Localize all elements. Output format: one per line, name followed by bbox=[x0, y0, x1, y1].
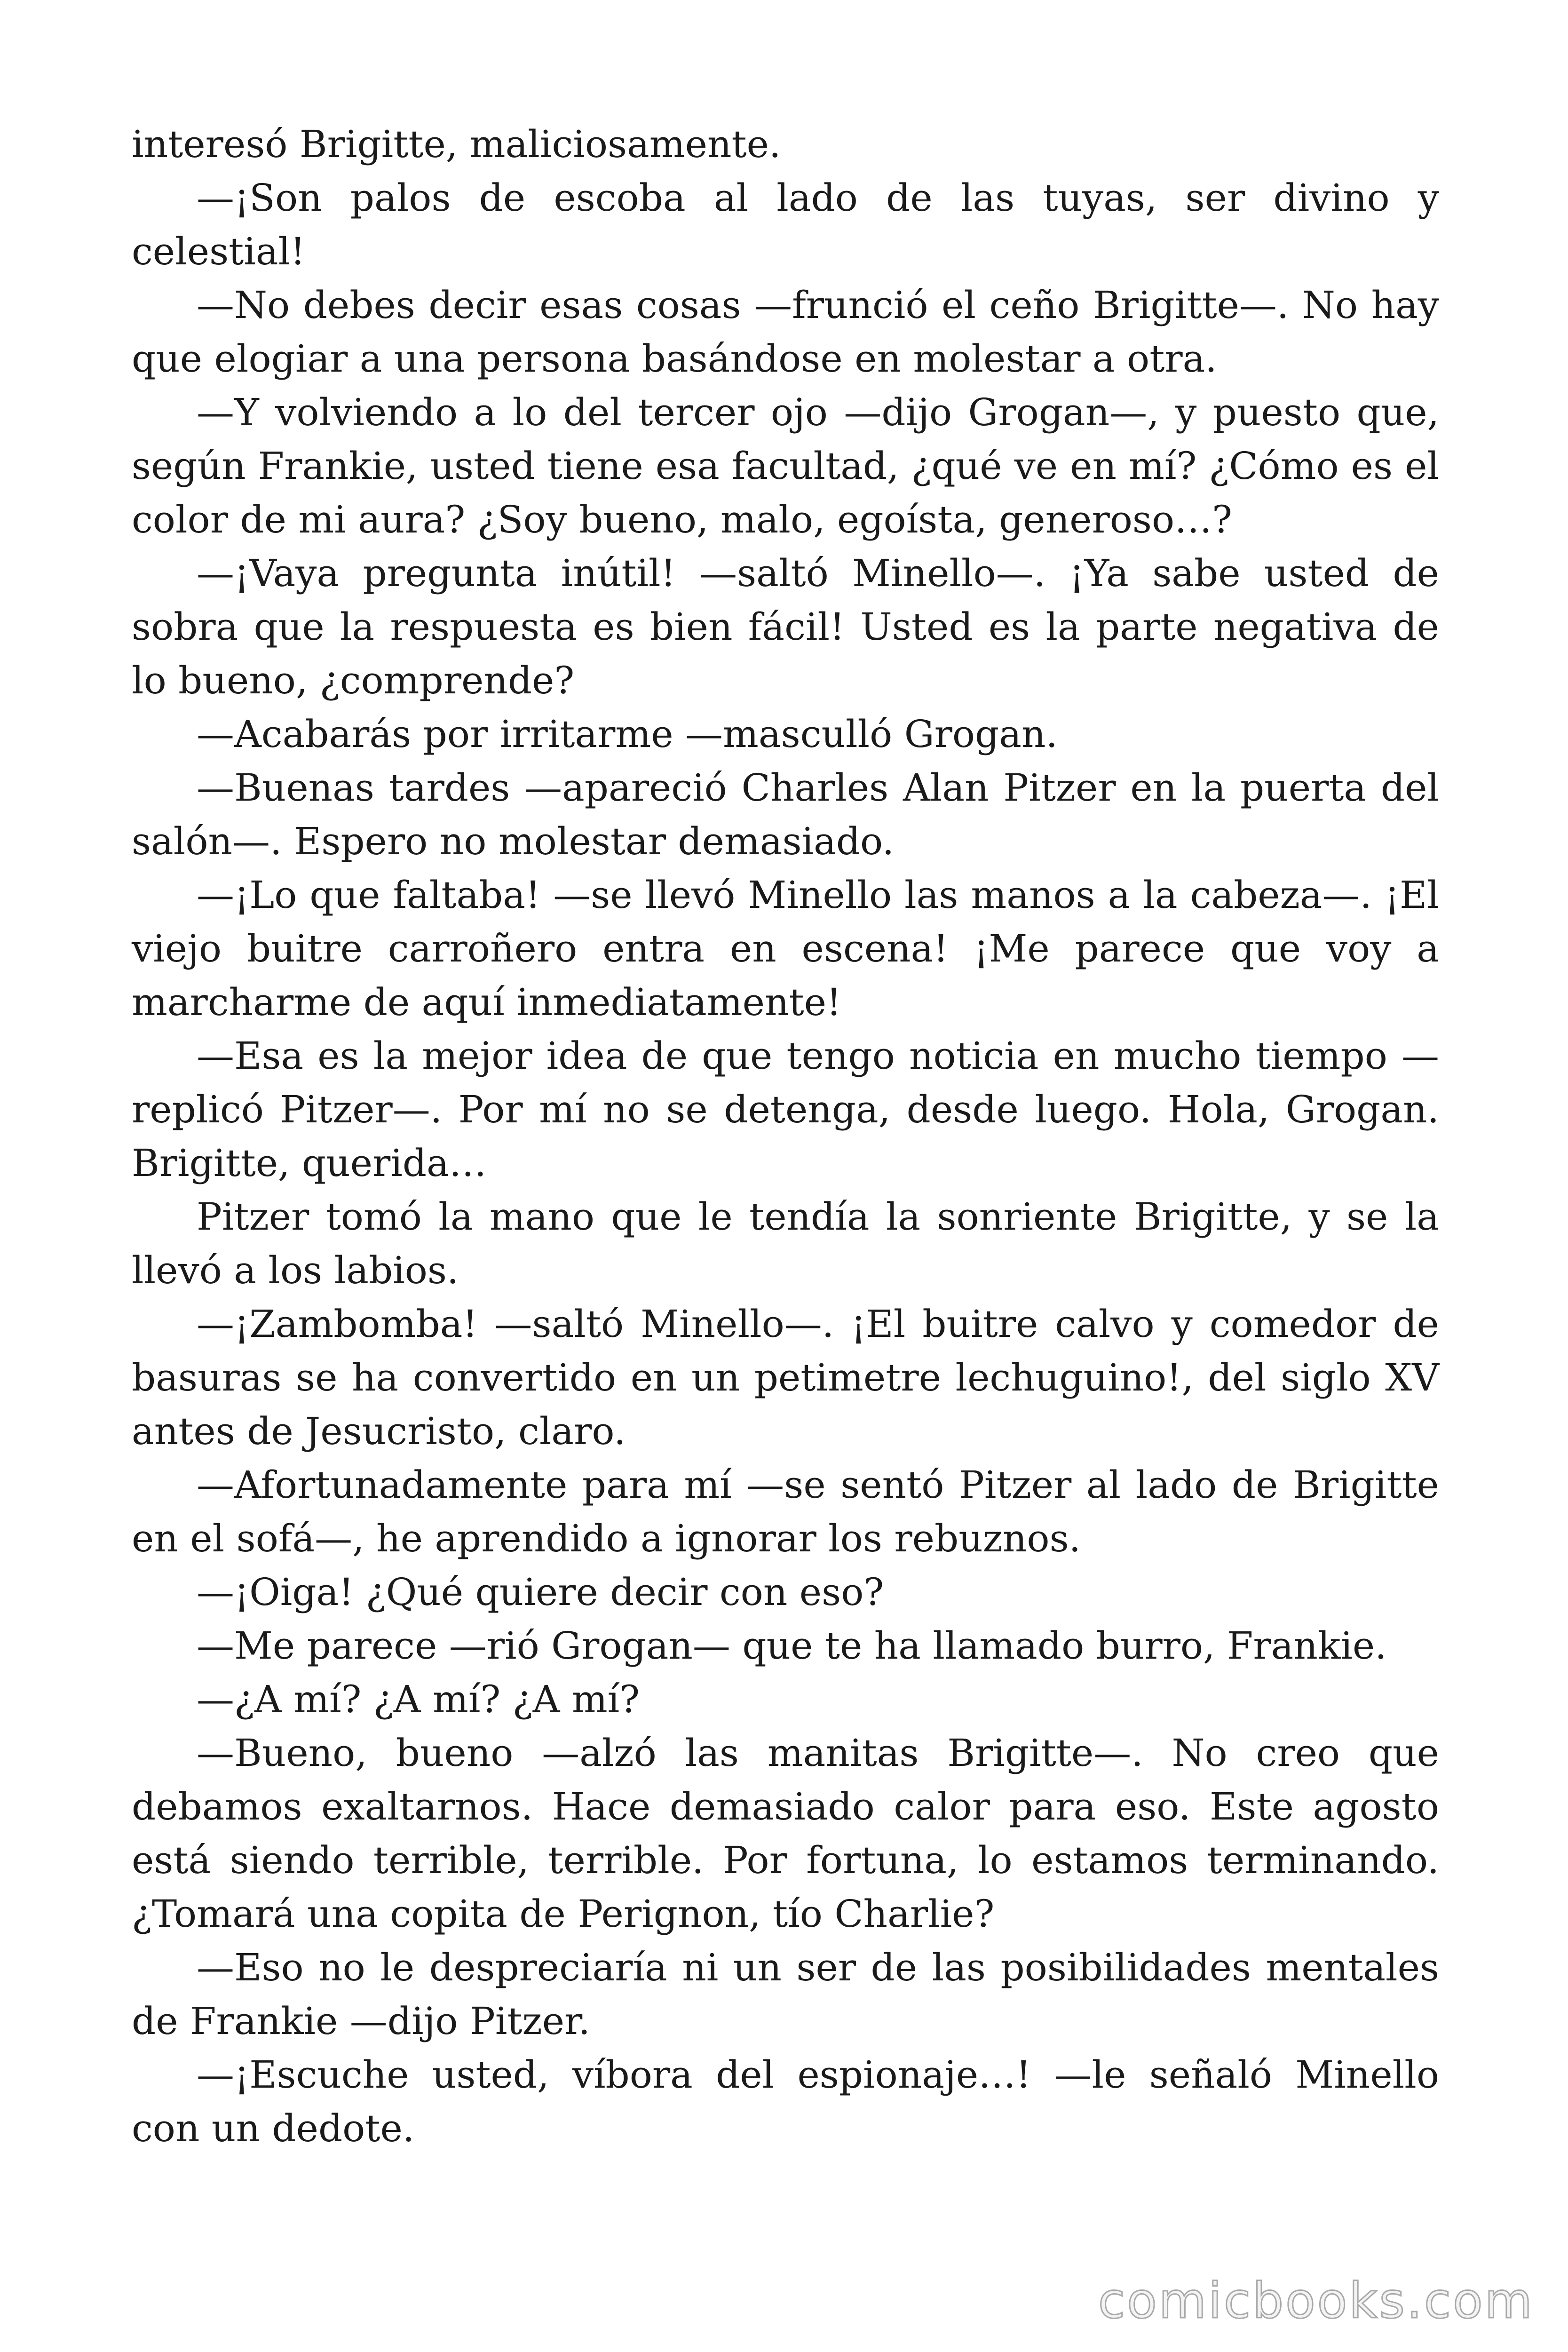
watermark: comicbooks.com bbox=[1098, 2272, 1534, 2329]
paragraph-15: —¿A mí? ¿A mí? ¿A mí? bbox=[197, 1677, 640, 1721]
paragraph-2: —¡Son palos de escoba al lado de las tuyas, ser divino y celestial! bbox=[132, 176, 1439, 273]
paragraph-14: —Me parece —rió Grogan— que te ha llamado burro, Frankie. bbox=[197, 1624, 1387, 1668]
page-text bbox=[132, 118, 1439, 2155]
paragraph-7: —Buenas tardes —apareció Charles Alan Pitzer en la puerta del salón—. Espero no molestar demasiado. bbox=[132, 766, 1439, 863]
paragraph-10: Pitzer tomó la mano que le tendía la sonriente Brigitte, y se la llevó a los labios. bbox=[132, 1195, 1439, 1292]
paragraph-16: —Bueno, bueno —alzó las manitas Brigitte—. No creo que debamos exaltarnos. Hace demasiado calor para eso. Este agosto está siendo terrible, terrible. Por fortuna, lo estamos terminando. ¿Tomará una copita de Perignon, tío Charlie? bbox=[132, 1731, 1439, 1936]
paragraph-6: —Acabarás por irritarme —masculló Grogan. bbox=[197, 712, 1058, 756]
paragraph-18: —¡Escuche usted, víbora del espionaje…! —le señaló Minello con un dedote. bbox=[132, 2053, 1439, 2150]
paragraph-4: —Y volviendo a lo del tercer ojo —dijo Grogan—, y puesto que, según Frankie, usted tiene esa facultad, ¿qué ve en mí? ¿Cómo es el color de mi aura? ¿Soy bueno, malo, egoísta, generoso…? bbox=[132, 390, 1439, 541]
paragraph-13: —¡Oiga! ¿Qué quiere decir con eso? bbox=[197, 1570, 884, 1614]
paragraph-5: —¡Vaya pregunta inútil! —saltó Minello—. ¡Ya sabe usted de sobra que la respuesta es bien fácil! Usted es la parte negativa de lo bueno, ¿comprende? bbox=[132, 551, 1439, 702]
paragraph-17: —Eso no le despreciaría ni un ser de las posibilidades mentales de Frankie —dijo Pitzer. bbox=[132, 1946, 1439, 2043]
paragraph-9: —Esa es la mejor idea de que tengo noticia en mucho tiempo —replicó Pitzer—. Por mí no se detenga, desde luego. Hola, Grogan. Brigitte, querida… bbox=[132, 1034, 1439, 1185]
paragraph-1: interesó Brigitte, maliciosamente. bbox=[132, 122, 781, 166]
paragraph-8: —¡Lo que faltaba! —se llevó Minello las manos a la cabeza—. ¡El viejo buitre carroñero entra en escena! ¡Me parece que voy a marcharme de aquí inmediatamente! bbox=[132, 873, 1439, 1024]
paragraph-3: —No debes decir esas cosas —frunció el ceño Brigitte—. No hay que elogiar a una persona basándose en molestar a otra. bbox=[132, 283, 1439, 381]
paragraph-12: —Afortunadamente para mí —se sentó Pitzer al lado de Brigitte en el sofá—, he aprendido a ignorar los rebuznos. bbox=[132, 1463, 1439, 1560]
paragraph-11: —¡Zambomba! —saltó Minello—. ¡El buitre calvo y comedor de basuras se ha convertido en un petimetre lechuguino!, del siglo XV antes de Jesucristo, claro. bbox=[132, 1302, 1439, 1453]
